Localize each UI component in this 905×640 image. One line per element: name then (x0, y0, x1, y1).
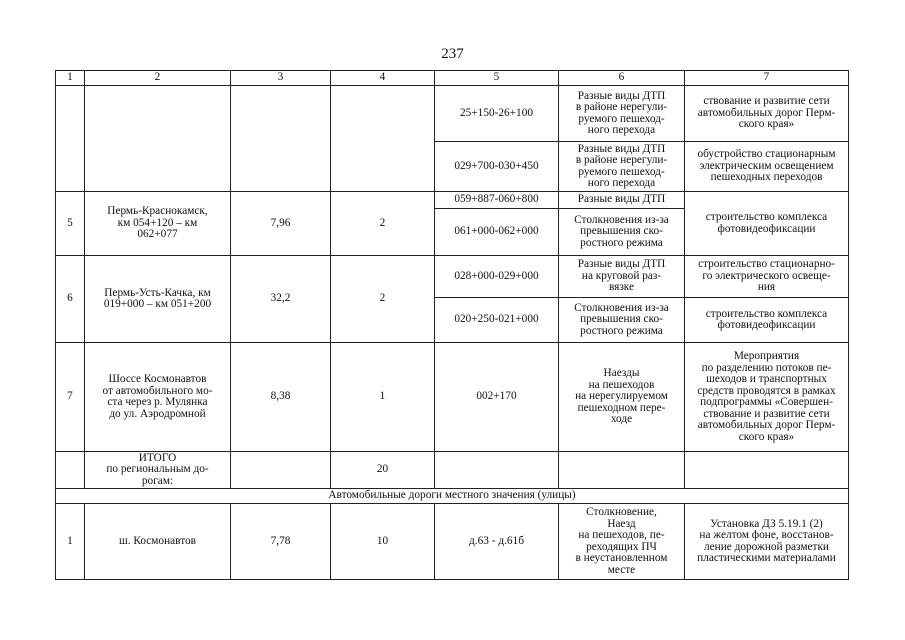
table-row (56, 504, 849, 580)
accident-type-cell: Наезды на пешеходов на нерегулируемом пешеходном пере- ходе (559, 343, 685, 452)
total-count: 20 (331, 452, 435, 489)
empty-cell (85, 86, 231, 192)
road-name: Шоссе Космонавтов от автомобильного мо- ста через р. Мулянка до ул. Аэродромной (85, 343, 231, 452)
measure-cell: строительство комплекса фотовидеофиксации (685, 192, 849, 256)
road-length: 7,96 (231, 192, 331, 256)
accident-type-cell: Разные виды ДТП в районе нерегули- руемого пешеход- ного перехода (559, 86, 685, 142)
table-row (56, 86, 849, 142)
measure-cell: строительство комплекса фотовидеофиксации (685, 298, 849, 343)
total-label: ИТОГО по региональным до- рогам: (85, 452, 231, 489)
road-length: 7,78 (231, 504, 331, 580)
measure-cell: строительство стационарно- го электрического освеще- ния (685, 256, 849, 298)
header-col-1: 1 (56, 71, 85, 86)
accident-type-cell: Столкновения из-за превышения ско- ростного режима (559, 298, 685, 343)
km-cell: 002+170 (435, 343, 559, 452)
empty-cell (231, 452, 331, 489)
header-col-3: 3 (231, 71, 331, 86)
accident-sites-table (55, 70, 849, 580)
header-row (56, 71, 849, 86)
site-count: 1 (331, 343, 435, 452)
page-number: 237 (441, 46, 464, 62)
measure-cell: Мероприятия по разделению потоков пе- шеходов и транспортных средств проводятся в рамках подпрограммы «Совершен- ствование и развитие сети автомобильных дорог Перм- ского края» (685, 343, 849, 452)
empty-cell (56, 452, 85, 489)
section-row (56, 489, 849, 504)
table-row (56, 343, 849, 452)
empty-cell (231, 86, 331, 192)
measure-cell: Установка ДЗ 5.19.1 (2) на желтом фоне, восстанов- ление дорожной разметки пластическими материалами (685, 504, 849, 580)
empty-cell (435, 452, 559, 489)
row-number: 6 (56, 256, 85, 343)
accident-type-cell: Разные виды ДТП в районе нерегули- руемого пешеход- ного перехода (559, 142, 685, 192)
km-cell: 059+887-060+800 (435, 192, 559, 209)
km-cell: 061+000-062+000 (435, 209, 559, 256)
row-number: 7 (56, 343, 85, 452)
km-cell: д.63 - д.61б (435, 504, 559, 580)
header-col-7: 7 (685, 71, 849, 86)
site-count: 2 (331, 256, 435, 343)
measure-cell: обустройство стационарным электрическим освещением пешеходных переходов (685, 142, 849, 192)
section-title: Автомобильные дороги местного значения (улицы) (56, 489, 849, 504)
header-col-2: 2 (85, 71, 231, 86)
empty-cell (331, 86, 435, 192)
accident-type-cell: Столкновения из-за превышения ско- ростного режима (559, 209, 685, 256)
header-col-5: 5 (435, 71, 559, 86)
header-col-6: 6 (559, 71, 685, 86)
empty-cell (56, 86, 85, 192)
total-row (56, 452, 849, 489)
road-name: Пермь-Краснокамск, км 054+120 – км 062+077 (85, 192, 231, 256)
site-count: 10 (331, 504, 435, 580)
accident-type-cell: Столкновение, Наезд на пешеходов, пе- реходящих ПЧ в неустановленном месте (559, 504, 685, 580)
empty-cell (685, 452, 849, 489)
road-name: Пермь-Усть-Качка, км 019+000 – км 051+200 (85, 256, 231, 343)
km-cell: 029+700-030+450 (435, 142, 559, 192)
km-cell: 028+000-029+000 (435, 256, 559, 298)
road-length: 8,38 (231, 343, 331, 452)
accident-type-cell: Разные виды ДТП (559, 192, 685, 209)
row-number: 5 (56, 192, 85, 256)
empty-cell (559, 452, 685, 489)
km-cell: 25+150-26+100 (435, 86, 559, 142)
road-length: 32,2 (231, 256, 331, 343)
row-number: 1 (56, 504, 85, 580)
road-name: ш. Космонавтов (85, 504, 231, 580)
measure-cell: ствование и развитие сети автомобильных дорог Перм- ского края» (685, 86, 849, 142)
header-col-4: 4 (331, 71, 435, 86)
km-cell: 020+250-021+000 (435, 298, 559, 343)
site-count: 2 (331, 192, 435, 256)
table-row (56, 192, 849, 209)
table-row (56, 256, 849, 298)
accident-type-cell: Разные виды ДТП на круговой раз- вязке (559, 256, 685, 298)
